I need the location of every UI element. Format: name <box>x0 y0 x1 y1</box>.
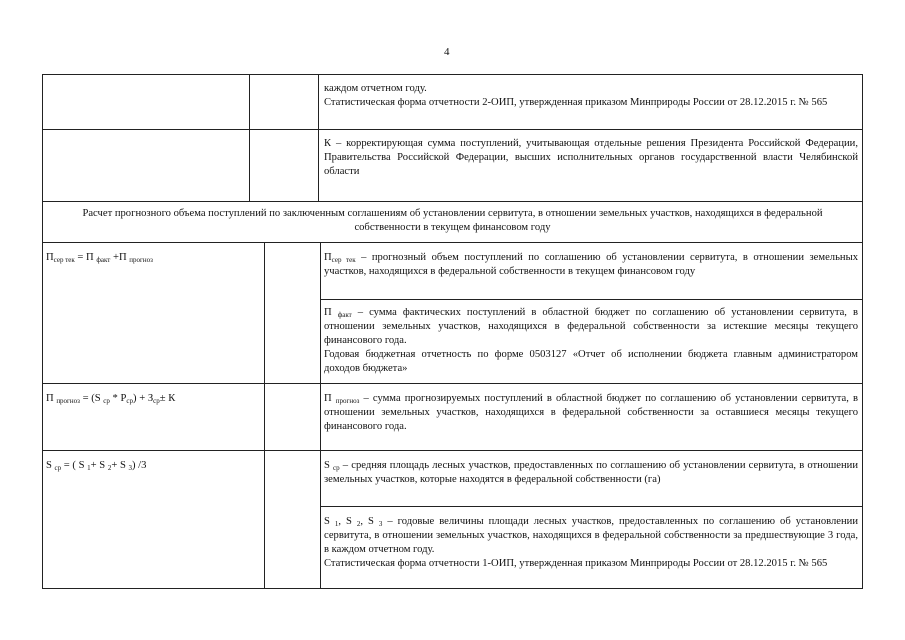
desc3-text: П $_{прогноз}$ – сумма прогнозируемых поступлений в областной бюджет по соглашению об установлении сервитута, в отношении земельных участков, находящихся в федеральной собственности за оставшиеся месяцы текущего финансового года. <box>324 393 858 432</box>
table-row-divider <box>42 383 863 384</box>
table-column-divider <box>320 242 321 588</box>
table-row-divider <box>42 242 863 243</box>
table-column-divider <box>264 242 265 588</box>
table-border-left <box>42 74 43 589</box>
formula2: П $_{прогноз}$ = (S $_{ср} * P_{ср}) + З_{ср}\pm К$ <box>46 393 176 405</box>
table-row-divider <box>42 129 863 130</box>
table-border-top <box>42 74 863 75</box>
desc2-text: П $_{факт}$ – сумма фактических поступлений в областной бюджет по соглашению об установлении сервитута, в отношении земельных участков, находящихся в федеральной собственности за истекшие месяцы текущего финансового года. Годовая бюджетная отчетность по форме 0503127 «Отчет об исполнении бюджета главным администратором доходов бюджета» <box>324 307 858 374</box>
desc5-text: S $_1$, S $_2$, S $_3$ – годовые величины площади лесных участков, предоставленных по соглашению об установлении сервитута, в отношении земельных участков, находящихся в федеральной собственности за предшествующие 3 года, в каждом отчетном году. Статистическая форма отчетности 1-ОИП, утвержденная приказом Минприроды России от 28.12.2015 г. № 565 <box>324 516 858 569</box>
block1-text <box>324 82 858 110</box>
block2-text: К – корректирующая сумма поступлений, учитывающая отдельные решения Президента Российской Федерации, Правительства Российской Федерации, высших исполнительных органов государственной власти Челябинской области <box>324 138 858 177</box>
page-number: 4 <box>444 46 450 58</box>
table-row-divider <box>42 450 863 451</box>
formula3: S $_{ср}$ = ( S $_1$+ S $_2$+ S $_3$) /3 <box>46 460 147 472</box>
table-column-divider <box>249 74 250 201</box>
table-row-divider <box>320 299 863 300</box>
formula1: $П_{сер тек} = П$ $_{факт}$ +П $_{прогноз}$ <box>46 252 153 264</box>
table-row-divider <box>42 201 863 202</box>
desc2-note: Годовая бюджетная отчетность по форме 0503127 «Отчет об исполнении бюджета главным администратором доходов бюджета» <box>324 349 858 374</box>
block1-line1: каждом отчетном году. <box>324 83 427 94</box>
section-header: Расчет прогнозного объема поступлений по заключенным соглашениям об установлении сервитута, в отношении земельных участков, находящихся в федеральной собственности в текущем финансовом году <box>82 208 823 233</box>
desc1-text: $П_{сер тек}$ – прогнозный объем поступлений по соглашению об установлении сервитута, в отношении земельных участков, находящихся в федеральной собственности в текущем финансовом году <box>324 252 858 277</box>
table-column-divider <box>318 74 319 201</box>
desc5-note: Статистическая форма отчетности 1-ОИП, утвержденная приказом Минприроды России от 28.12.2015 г. № 565 <box>324 558 828 569</box>
table-border-right <box>862 74 863 589</box>
table-border-bottom <box>42 588 863 589</box>
block1-line2: Статистическая форма отчетности 2-ОИП, утвержденная приказом Минприроды России от 28.12.2015 г. № 565 <box>324 97 828 108</box>
table-row-divider <box>320 506 863 507</box>
desc4-text: S $_{ср}$ – средняя площадь лесных участков, предоставленных по соглашению об установлении сервитута, в отношении земельных участков, которые находятся в федеральной собственности (га) <box>324 460 858 485</box>
